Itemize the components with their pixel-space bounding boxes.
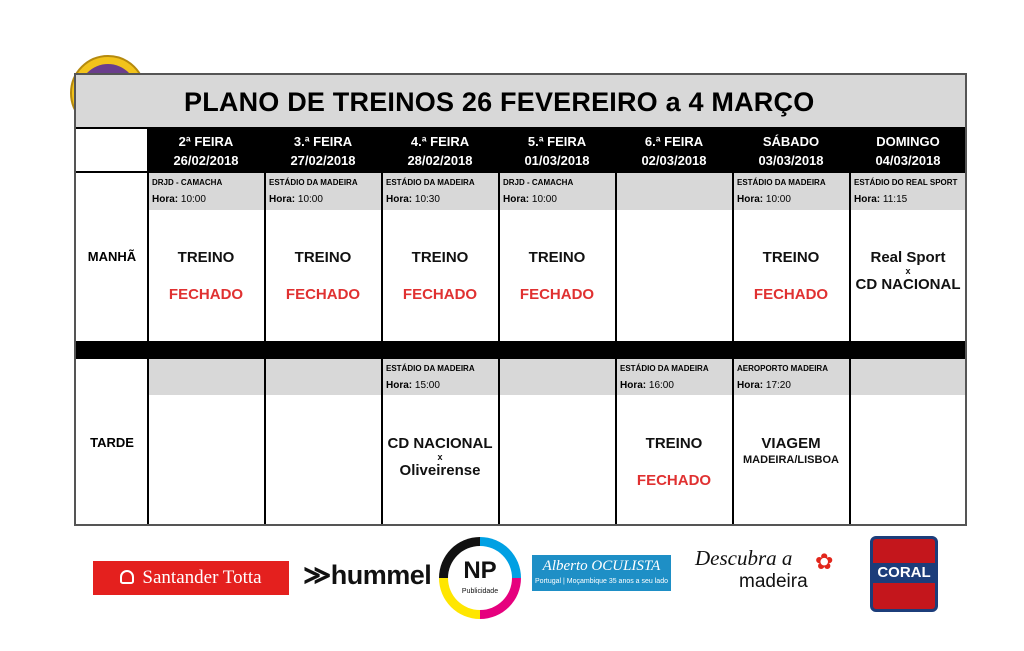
venue-label: AEROPORTO MADEIRA [737,364,828,373]
day-header [499,129,615,173]
time-label: Hora: 17:20 [737,380,791,391]
day-header [265,129,381,173]
session-cell [382,249,498,303]
day-date: 27/02/2018 [290,153,356,168]
venue-strip [148,359,965,395]
travel-route: MADEIRA/LISBOA [743,454,839,466]
day-header [616,129,732,173]
period-separator [76,341,965,359]
time-label: Hora: 16:00 [620,380,674,391]
flower-icon: ✿ [815,549,834,574]
venue-label: DRJD - CAMACHA [503,178,574,187]
day-header [850,129,966,173]
day-name: 3.ª FEIRA [293,134,353,149]
day-header-row [148,129,965,173]
session-status: FECHADO [519,286,595,303]
day-name: SÁBADO [762,134,820,149]
time-label: Hora: 10:00 [737,194,791,205]
day-name: DOMINGO [876,134,940,149]
time-label: Hora: 10:00 [152,194,206,205]
away-team: CD NACIONAL [855,276,961,293]
time-label: Hora: 10:00 [503,194,557,205]
session-status: FECHADO [168,286,244,303]
session-cell [616,435,732,489]
session-type: TREINO [294,249,352,266]
session-cell [733,249,849,303]
session-status: FECHADO [402,286,478,303]
sponsor-santander-logo: Santander Totta [93,561,289,595]
sponsor-np-logo: NP Publicidade [439,537,521,619]
session-type: TREINO [645,435,703,452]
travel-cell [733,435,849,466]
session-type: TREINO [177,249,235,266]
away-team: Oliveirense [399,462,481,479]
session-status: FECHADO [636,472,712,489]
flame-icon [120,570,134,584]
time-label: Hora: 10:00 [269,194,323,205]
day-date: 02/03/2018 [641,153,707,168]
session-status: FECHADO [285,286,361,303]
session-type: TREINO [762,249,820,266]
session-type: VIAGEM [761,435,821,452]
match-cell [850,249,966,293]
sponsor-madeira-logo: Descubra a madeira ✿ [695,546,834,592]
session-type: TREINO [528,249,586,266]
venue-label: ESTÁDIO DA MADEIRA [386,364,475,373]
day-name: 6.ª FEIRA [644,134,704,149]
day-name: 2ª FEIRA [178,134,234,149]
versus-mark: x [905,266,911,276]
day-header [148,129,264,173]
versus-mark: x [437,452,443,462]
day-date: 26/02/2018 [173,153,239,168]
session-type: TREINO [411,249,469,266]
venue-label: ESTÁDIO DA MADEIRA [386,178,475,187]
day-date: 28/02/2018 [407,153,473,168]
title-bar [76,75,965,129]
venue-label: ESTÁDIO DA MADEIRA [620,364,709,373]
session-cell [265,249,381,303]
home-team: CD NACIONAL [387,435,493,452]
sponsor-alberto-logo: Alberto OCULISTA Portugal | Moçambique 35 anos a seu lado [532,555,671,591]
period-label-manha: MANHÃ [87,249,137,264]
home-team: Real Sport [870,249,946,266]
day-date: 04/03/2018 [875,153,941,168]
time-label: Hora: 11:15 [854,194,908,205]
chevron-icon: ≫ [303,560,331,590]
match-cell [382,435,498,479]
day-date: 03/03/2018 [758,153,824,168]
period-label-tarde: TARDE [90,435,134,450]
time-label: Hora: 15:00 [386,380,440,391]
venue-label: ESTÁDIO DA MADEIRA [737,178,826,187]
training-schedule [74,73,967,526]
venue-strip [616,173,733,210]
day-name: 5.ª FEIRA [527,134,587,149]
time-label: Hora: 10:30 [386,194,440,205]
day-name: 4.ª FEIRA [410,134,470,149]
page-title: PLANO DE TREINOS 26 FEVEREIRO a 4 MARÇO [184,87,815,117]
session-cell [148,249,264,303]
sponsor-coral-logo: CORAL [870,536,938,612]
venue-label: ESTÁDIO DO REAL SPORT [854,178,958,187]
session-status: FECHADO [753,286,829,303]
day-header [733,129,849,173]
day-header [382,129,498,173]
venue-label: DRJD - CAMACHA [152,178,223,187]
session-cell [499,249,615,303]
venue-label: ESTÁDIO DA MADEIRA [269,178,358,187]
sponsor-hummel-logo: ≫hummel [303,560,432,590]
day-date: 01/03/2018 [524,153,590,168]
